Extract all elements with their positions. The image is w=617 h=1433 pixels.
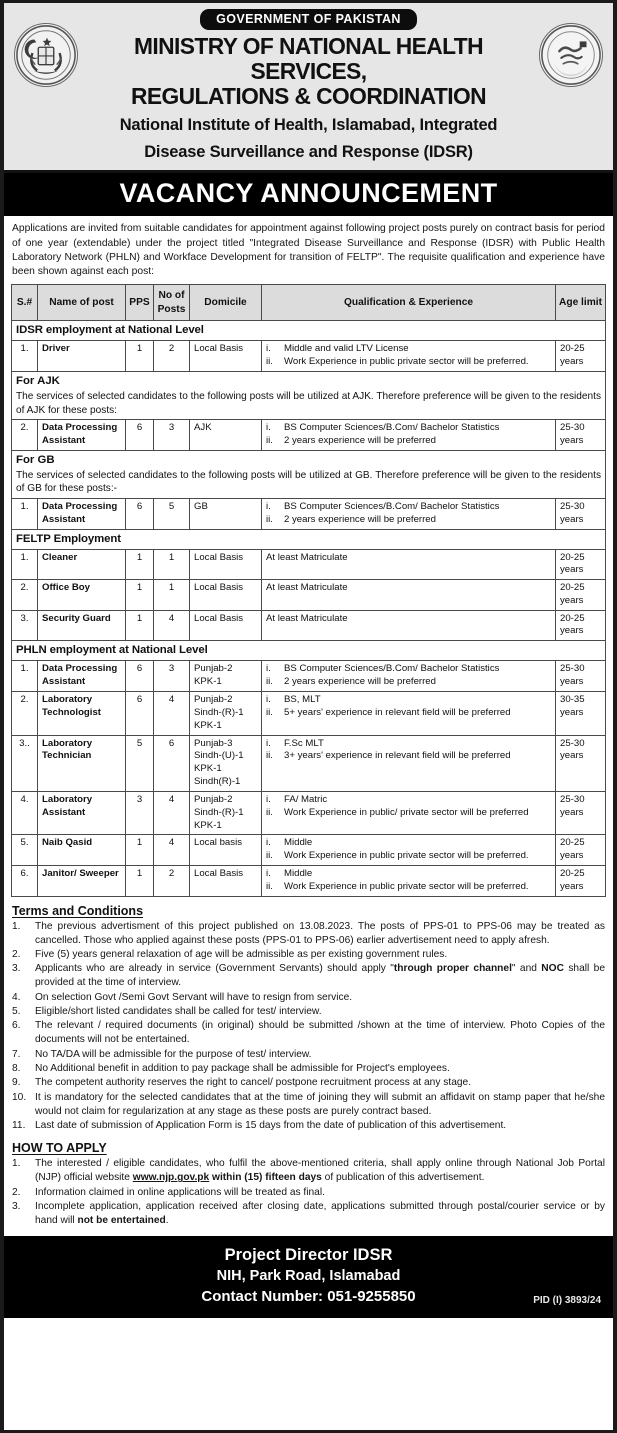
apply-item-text: Incomplete application, application received after closing date, applications submitted through postal/courier service or by hand will not be entertained.	[35, 1201, 605, 1226]
cell-pps: 6	[126, 420, 154, 451]
qualification-item: ii. Work Experience in public/ private sector will be preferred	[266, 806, 529, 818]
cell-serial-number: 6.	[12, 866, 38, 897]
cell-number-of-posts: 5	[154, 498, 190, 529]
cell-age-limit: 25-30 years	[556, 498, 606, 529]
table-row	[12, 866, 606, 897]
term-item-number: 7.	[12, 1048, 21, 1060]
qualification-item: ii. Work Experience in public private sector will be preferred.	[266, 880, 529, 892]
cell-serial-number: 1.	[12, 661, 38, 692]
cell-post-name: Driver	[38, 341, 126, 372]
table-row	[12, 791, 606, 835]
cell-domicile: AJK	[190, 420, 262, 451]
cell-post-name: Laboratory Technician	[38, 735, 126, 791]
term-item-text: The competent authority reserves the right to cancel/ postpone recruitment process at any stage.	[35, 1077, 472, 1089]
cell-serial-number: 4.	[12, 791, 38, 835]
cell-domicile: Local Basis	[190, 549, 262, 580]
term-item-text: Five (5) years general relaxation of age will be admissible as per existing government rules.	[35, 949, 448, 961]
cell-qualification	[262, 420, 556, 451]
institute-line2: Disease Surveillance and Response (IDSR)	[144, 142, 473, 161]
term-item-text: Last date of submission of Application Form is 15 days from the date of publication of this advertisement.	[35, 1120, 507, 1132]
term-item	[12, 991, 605, 1005]
cell-pps: 1	[126, 580, 154, 611]
cell-number-of-posts: 3	[154, 661, 190, 692]
cell-pps: 1	[126, 835, 154, 866]
cell-domicile: Punjab-3 Sindh-(U)-1 KPK-1 Sindh(R)-1	[190, 735, 262, 791]
qualification-item: ii. 2 years experience will be preferred	[266, 434, 436, 446]
term-item	[12, 1048, 605, 1062]
cell-domicile: Local basis	[190, 835, 262, 866]
cell-age-limit: 25-30 years	[556, 420, 606, 451]
term-item	[12, 1076, 605, 1090]
cell-qualification: At least Matriculate	[262, 549, 556, 580]
cell-age-limit: 20-25 years	[556, 549, 606, 580]
term-item-text: It is mandatory for the selected candidates that at the time of joining they will submit an affidavit on stamp paper that he/she would not claim for regularization at any stage as these posts are purely contract based.	[35, 1091, 605, 1117]
table-section-header	[12, 450, 606, 498]
cell-qualification	[262, 835, 556, 866]
term-item	[12, 1019, 605, 1047]
cell-pps: 6	[126, 692, 154, 736]
ministry-title-line2: REGULATIONS & COORDINATION	[130, 83, 487, 110]
table-section-title: For GB The services of selected candidates to the following posts will be utilized at GB. Therefore preference will be given to the residents of GB for these posts:-	[12, 450, 606, 498]
term-item-number: 10.	[12, 1091, 27, 1103]
cell-domicile: Local Basis	[190, 580, 262, 611]
government-badge: GOVERNMENT OF PAKISTAN	[200, 9, 417, 30]
footer-project-director: Project Director IDSR	[224, 1246, 393, 1265]
cell-post-name: Laboratory Technologist	[38, 692, 126, 736]
cell-pps: 1	[126, 610, 154, 641]
cell-pps: 1	[126, 549, 154, 580]
table-row	[12, 580, 606, 611]
cell-age-limit: 25-30 years	[556, 791, 606, 835]
apply-item-text: The interested / eligible candidates, who fulfil the above-mentioned criteria, shall apply online through National Job Portal (NJP) official website www.njp.gov.pk within (15) fifteen days of publication of this advertisement.	[35, 1158, 605, 1184]
column-header-name: Name of post	[38, 285, 126, 321]
column-header-domicile: Domicile	[190, 285, 262, 321]
term-item	[12, 948, 605, 962]
cell-pps: 1	[126, 866, 154, 897]
footer-pid: PID (I) 3893/24	[533, 1295, 601, 1307]
term-item	[12, 1062, 605, 1076]
table-row	[12, 692, 606, 736]
term-item-text: On selection Govt /Semi Govt Servant will have to resign from service.	[35, 991, 353, 1003]
apply-item	[12, 1200, 605, 1228]
ministry-title-line1: MINISTRY OF NATIONAL HEALTH SERVICES,	[133, 33, 483, 85]
table-row	[12, 735, 606, 791]
posts-table-header	[12, 285, 606, 321]
cell-age-limit: 20-25 years	[556, 341, 606, 372]
column-header-pps: PPS	[126, 285, 154, 321]
term-item-number: 6.	[12, 1020, 21, 1032]
qualification-item: ii. 3+ years' experience in relevant field will be preferred	[266, 750, 511, 762]
term-item-number: 4.	[12, 991, 21, 1003]
cell-post-name: Janitor/ Sweeper	[38, 866, 126, 897]
column-header-sn: S.#	[12, 285, 38, 321]
term-item-number: 2.	[12, 949, 21, 961]
cell-qualification: At least Matriculate	[262, 580, 556, 611]
term-item-number: 1.	[12, 920, 21, 932]
apply-item-number: 3.	[12, 1201, 21, 1213]
cell-qualification	[262, 866, 556, 897]
qualification-item: i. Middle	[266, 868, 313, 880]
cell-domicile: Local Basis	[190, 866, 262, 897]
cell-domicile: Punjab-2 Sindh-(R)-1 KPK-1	[190, 791, 262, 835]
term-item-number: 5.	[12, 1006, 21, 1018]
cell-qualification	[262, 692, 556, 736]
term-item	[12, 1091, 605, 1119]
cell-serial-number: 1.	[12, 498, 38, 529]
cell-post-name: Office Boy	[38, 580, 126, 611]
apply-item-number: 1.	[12, 1158, 21, 1170]
cell-pps: 6	[126, 498, 154, 529]
table-section-header	[12, 529, 606, 549]
table-section-title: PHLN employment at National Level	[12, 641, 606, 661]
table-row	[12, 341, 606, 372]
qualification-item: i. BS Computer Sciences/B.Com/ Bachelor Statistics	[266, 663, 500, 675]
cell-serial-number: 1.	[12, 341, 38, 372]
qualification-item: i. Middle and valid LTV License	[266, 343, 409, 355]
table-section-title: IDSR employment at National Level	[12, 321, 606, 341]
cell-post-name: Data Processing Assistant	[38, 420, 126, 451]
cell-serial-number: 2.	[12, 692, 38, 736]
cell-qualification	[262, 498, 556, 529]
document-header	[4, 3, 613, 173]
table-row	[12, 498, 606, 529]
cell-post-name: Security Guard	[38, 610, 126, 641]
cell-age-limit: 30-35 years	[556, 692, 606, 736]
institute-line1: National Institute of Health, Islamabad, Integrated	[119, 116, 498, 135]
cell-domicile: Punjab-2 KPK-1	[190, 661, 262, 692]
cell-domicile: Local Basis	[190, 610, 262, 641]
how-to-apply-heading: HOW TO APPLY	[12, 1141, 107, 1156]
cell-number-of-posts: 2	[154, 866, 190, 897]
terms-heading: Terms and Conditions	[12, 903, 144, 918]
qualification-item: ii. Work Experience in public private sector will be preferred.	[266, 356, 529, 368]
table-row	[12, 549, 606, 580]
cell-number-of-posts: 6	[154, 735, 190, 791]
document-footer	[4, 1236, 613, 1318]
term-item-text: The relevant / required documents (in original) should be submitted /shown at the time of interview. Photo Copies of the documents will not be entertained.	[35, 1020, 605, 1046]
qualification-item: i. BS, MLT	[266, 694, 321, 706]
posts-table-body	[12, 321, 606, 897]
cell-serial-number: 3..	[12, 735, 38, 791]
term-item	[12, 1119, 605, 1133]
cell-age-limit: 20-25 years	[556, 580, 606, 611]
cell-post-name: Data Processing Assistant	[38, 661, 126, 692]
qualification-item: ii. 2 years experience will be preferred	[266, 513, 436, 525]
vacancy-announcement-banner: VACANCY ANNOUNCEMENT	[4, 173, 613, 216]
cell-pps: 6	[126, 661, 154, 692]
term-item	[12, 1005, 605, 1019]
cell-domicile: GB	[190, 498, 262, 529]
table-section-header	[12, 321, 606, 341]
apply-item-text: Information claimed in online applications will be treated as final.	[35, 1186, 325, 1198]
table-header-row	[12, 285, 606, 321]
column-header-agelimit: Age limit	[556, 285, 606, 321]
cell-number-of-posts: 4	[154, 791, 190, 835]
cell-qualification	[262, 735, 556, 791]
term-item-number: 8.	[12, 1063, 21, 1075]
table-row	[12, 420, 606, 451]
term-item	[12, 962, 605, 990]
cell-number-of-posts: 4	[154, 835, 190, 866]
cell-serial-number: 5.	[12, 835, 38, 866]
cell-post-name: Laboratory Assistant	[38, 791, 126, 835]
cell-qualification	[262, 661, 556, 692]
cell-age-limit: 20-25 years	[556, 866, 606, 897]
table-section-header	[12, 641, 606, 661]
term-item	[12, 920, 605, 948]
how-to-apply-section	[4, 1135, 613, 1236]
table-section-header	[12, 372, 606, 420]
term-item-number: 9.	[12, 1077, 21, 1089]
footer-address: NIH, Park Road, Islamabad	[216, 1268, 401, 1285]
cell-serial-number: 2.	[12, 420, 38, 451]
cell-serial-number: 1.	[12, 549, 38, 580]
term-item-text: No TA/DA will be admissible for the purpose of test/ interview.	[35, 1048, 312, 1060]
table-section-title: FELTP Employment	[12, 529, 606, 549]
qualification-item: ii. Work Experience in public private sector will be preferred.	[266, 850, 529, 862]
posts-table	[11, 284, 606, 897]
term-item-number: 3.	[12, 963, 21, 975]
cell-post-name: Data Processing Assistant	[38, 498, 126, 529]
term-item-text: Eligible/short listed candidates shall be called for test/ interview.	[35, 1006, 322, 1018]
cell-number-of-posts: 1	[154, 549, 190, 580]
qualification-item: i. BS Computer Sciences/B.Com/ Bachelor Statistics	[266, 422, 500, 434]
cell-serial-number: 2.	[12, 580, 38, 611]
qualification-item: i. BS Computer Sciences/B.Com/ Bachelor Statistics	[266, 500, 500, 512]
table-row	[12, 835, 606, 866]
qualification-item: i. Middle	[266, 837, 313, 849]
cell-age-limit: 25-30 years	[556, 661, 606, 692]
apply-item	[12, 1186, 605, 1200]
qualification-item: i. FA/ Matric	[266, 793, 328, 805]
cell-age-limit: 25-30 years	[556, 735, 606, 791]
cell-number-of-posts: 3	[154, 420, 190, 451]
footer-contact-number: Contact Number: 051-9255850	[201, 1287, 416, 1305]
cell-number-of-posts: 1	[154, 580, 190, 611]
cell-pps: 3	[126, 791, 154, 835]
cell-number-of-posts: 4	[154, 610, 190, 641]
cell-qualification	[262, 791, 556, 835]
cell-number-of-posts: 2	[154, 341, 190, 372]
cell-age-limit: 20-25 years	[556, 835, 606, 866]
apply-item	[12, 1157, 605, 1185]
table-row	[12, 661, 606, 692]
qualification-item: i. F.Sc MLT	[266, 737, 324, 749]
cell-pps: 5	[126, 735, 154, 791]
term-item-number: 11.	[12, 1120, 26, 1132]
column-header-qualification: Qualification & Experience	[262, 285, 556, 321]
cell-number-of-posts: 4	[154, 692, 190, 736]
table-section-title: For AJK The services of selected candidates to the following posts will be utilized at AJK. Therefore preference will be given to the residents of AJK for these posts:	[12, 372, 606, 420]
how-to-apply-list	[12, 1157, 605, 1227]
term-item-text: Applicants who are already in service (Government Servants) should apply "through proper channel" and NOC shall be provided at the time of interview.	[35, 963, 605, 989]
cell-qualification: At least Matriculate	[262, 610, 556, 641]
qualification-item: ii. 5+ years' experience in relevant field will be preferred	[266, 706, 511, 718]
term-item-text: No Additional benefit in addition to pay package shall be admissible for Project's employees.	[35, 1063, 450, 1075]
cell-age-limit: 20-25 years	[556, 610, 606, 641]
cell-domicile: Punjab-2 Sindh-(R)-1 KPK-1	[190, 692, 262, 736]
table-row	[12, 610, 606, 641]
cell-pps: 1	[126, 341, 154, 372]
cell-post-name: Naib Qasid	[38, 835, 126, 866]
column-header-noofposts: No of Posts	[154, 285, 190, 321]
intro-paragraph: Applications are invited from suitable candidates for appointment against following project posts purely on contract basis for period of one year (extendable) under the project titled "Integrated Disease Surveillance and Response (IDSR) with Public Health Laboratory Network (PHLN) and Workface Development for transition of FELTP". The requisite qualification and experience have been shown against each post:	[12, 223, 605, 277]
term-item-text: The previous advertisment of this project published on 13.08.2023. The posts of PPS-01 to PPS-06 may be treated as cancelled. Those who applied against these posts (PPS-01 to PPS-06) earlier advertisement need to apply afresh.	[35, 920, 605, 946]
apply-item-number: 2.	[12, 1186, 21, 1198]
terms-and-conditions-section	[4, 897, 613, 1136]
terms-list	[12, 920, 605, 1133]
cell-serial-number: 3.	[12, 610, 38, 641]
cell-post-name: Cleaner	[38, 549, 126, 580]
cell-domicile: Local Basis	[190, 341, 262, 372]
qualification-item: ii. 2 years experience will be preferred	[266, 676, 436, 688]
cell-qualification	[262, 341, 556, 372]
